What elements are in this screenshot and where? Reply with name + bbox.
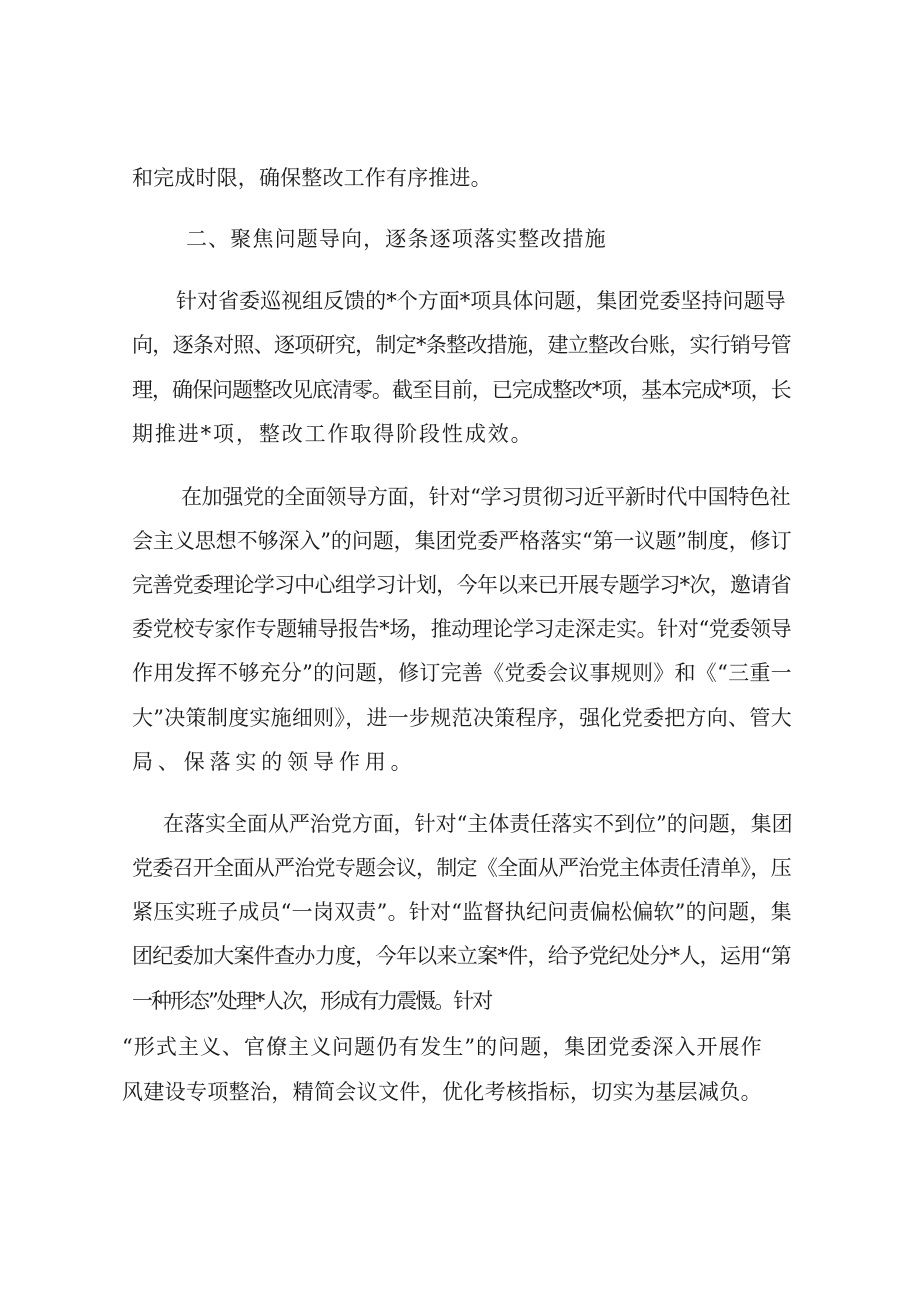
text-line: 大”决策制度实施细则》，进一步规范决策程序，强化党委把方向、管大 — [132, 706, 792, 730]
text-line: 一种形态”处理*人次，形成有力震慑。针对 — [132, 989, 492, 1013]
text-line: 和完成时限，确保整改工作有序推进。 — [132, 166, 492, 190]
text-line: 在加强党的全面领导方面，针对“学习贯彻习近平新时代中国特色社 — [181, 485, 791, 509]
text-line: 在落实全面从严治党方面，针对“主体责任落实不到位”的问题，集团 — [163, 812, 793, 836]
text-line: 会主义思想不够深入”的问题，集团党委严格落实“第一议题”制度，修订 — [132, 529, 792, 553]
text-line: 党委召开全面从严治党专题会议，制定《全面从严治党主体责任清单》，压 — [132, 856, 791, 880]
text-line: 期推进*项，整改工作取得阶段性成效。 — [132, 422, 534, 446]
text-line: 风建设专项整治，精简会议文件，优化考核指标，切实为基层减负。 — [122, 1080, 762, 1104]
text-line: 理，确保问题整改见底清零。截至目前，已完成整改*项，基本完成*项，长 — [132, 378, 791, 402]
text-line: 团纪委加大案件查办力度，今年以来立案*件，给予党纪处分*人，运用“第 — [132, 944, 791, 968]
text-line: 委党校专家作专题辅导报告*场，推动理论学习走深走实。针对“党委领导 — [132, 617, 792, 641]
text-line: “形式主义、官僚主义问题仍有发生”的问题，集团党委深入开展作 — [122, 1035, 763, 1059]
text-line: 作用发挥不够充分”的问题，修订完善《党委会议事规则》和《“三重一 — [132, 661, 792, 685]
text-line: 局、保落实的领导作用。 — [132, 750, 417, 774]
text-line: 针对省委巡视组反馈的*个方面*项具体问题，集团党委坚持问题导 — [176, 289, 786, 313]
text-line: 紧压实班子成员“一岗双责”。针对“监督执纪问责偏松偏软”的问题，集 — [132, 900, 792, 924]
section-heading: 二、聚焦问题导向，逐条逐项落实整改措施 — [186, 227, 607, 251]
text-line: 向，逐条对照、逐项研究，制定*条整改措施，建立整改台账，实行销号管 — [132, 333, 791, 357]
text-line: 完善党委理论学习中心组学习计划，今年以来已开展专题学习*次，邀请省 — [132, 573, 791, 597]
